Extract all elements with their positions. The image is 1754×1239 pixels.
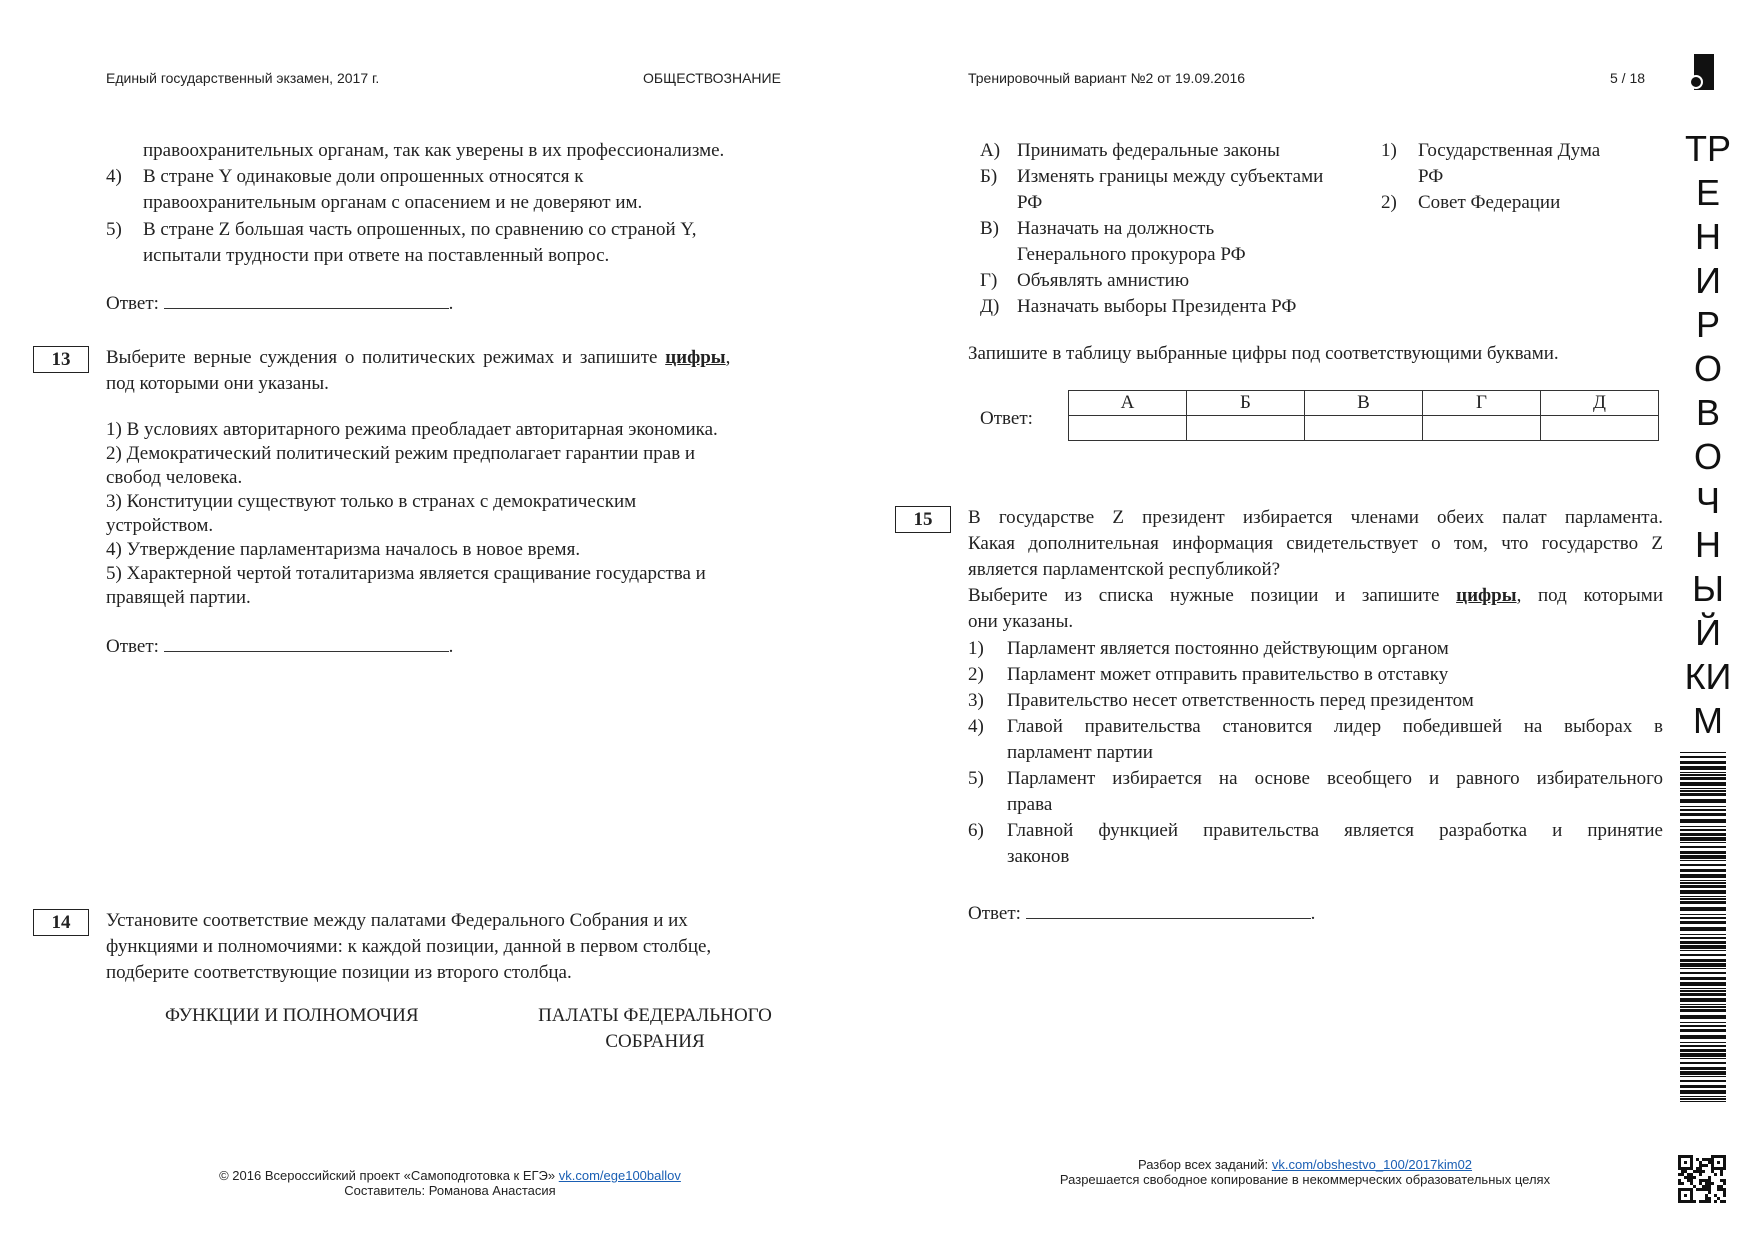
- answer-table-label: Ответ:: [980, 408, 1033, 429]
- vertical-letter: ТР: [1684, 128, 1731, 169]
- functions-list: А) Принимать федеральные законы Б) Изменять границы между субъектами РФ В) Назначать на должность Генерального прокурора РФ Г) Объявлять амнистию Д) Назначать выборы Президента РФ: [980, 140, 1324, 317]
- table-header: А: [1069, 391, 1187, 416]
- question-15-options: 1) Парламент является постоянно действующим органом 2) Парламент может отправить правительство в отставку 3) Правительство несет ответственность перед президентом 4) Главой правительства становится лидер победившей на выборах в парламент партии 5) Парламент избирается на основе всеобщего и равного избирательного права 6) Главной функцией правительства является разработка и принятие законов: [968, 638, 1663, 867]
- answer-cell-v[interactable]: [1305, 416, 1423, 441]
- vertical-letter: В: [1695, 392, 1720, 433]
- table-header: В: [1305, 391, 1423, 416]
- header-subject: ОБЩЕСТВОЗНАНИЕ: [643, 70, 781, 86]
- barcode-icon: [1680, 752, 1726, 1107]
- question-number-13: 13: [33, 346, 89, 373]
- table-header: Б: [1187, 391, 1305, 416]
- question-14-text: Установите соответствие между палатами Федерального Собрания и их функциями и полномочиями: к каждой позиции, данной в первом столбце, подберите соответствующие позиции из второго столбца.: [106, 910, 712, 983]
- answer-cell-a[interactable]: [1069, 416, 1187, 441]
- vertical-letter: КИ: [1684, 656, 1732, 697]
- vertical-letter: Ы: [1692, 568, 1724, 609]
- column-header-chambers: ПАЛАТЫ ФЕДЕРАЛЬНОГО СОБРАНИЯ: [538, 1005, 772, 1052]
- table-instruction: Запишите в таблицу выбранные цифры под соответствующими буквами.: [968, 343, 1559, 364]
- table-header: Г: [1423, 391, 1541, 416]
- question-number-15: 15: [895, 506, 951, 533]
- question-13-options: 1) В условиях авторитарного режима преобладает авторитарная экономика. 2) Демократический политический режим предполагает гарантии прав и свобод человека. 3) Конституции существуют только в странах с демократическим устройством. 4) Утверждение парламентаризма началось в новое время. 5) Характерной чертой тоталитаризма является сращивание государства и правящей партии.: [106, 419, 718, 608]
- header-page-number: 5 / 18: [1610, 70, 1646, 86]
- list-item: 5) В стране Z большая часть опрошенных, по сравнению со страной Y, испытали трудности при ответе на поставленный вопрос.: [106, 219, 697, 266]
- answer-cell-d[interactable]: [1541, 416, 1659, 441]
- column-header-functions: ФУНКЦИИ И ПОЛНОМОЧИЯ: [165, 1005, 419, 1026]
- table-header: Д: [1541, 391, 1659, 416]
- qr-code-icon: [1678, 1155, 1726, 1208]
- question-13-text: Выберите верные суждения о политических режимах и запишите цифры, под которыми они указаны.: [106, 347, 731, 394]
- vertical-letter: Н: [1695, 524, 1721, 565]
- answer-field-12[interactable]: Ответ: .: [106, 290, 453, 317]
- question-number-14: 14: [33, 909, 89, 936]
- footer-right-link[interactable]: vk.com/obshestvo_100/2017kim02: [1271, 1157, 1473, 1172]
- continued-line: правоохранительных органам, так как уверены в их профессионализме.: [143, 140, 725, 161]
- answer-field-15[interactable]: Ответ: .: [968, 900, 1315, 927]
- vertical-letter: Р: [1695, 304, 1720, 345]
- answer-cell-b[interactable]: [1187, 416, 1305, 441]
- vertical-letter: Н: [1695, 216, 1721, 257]
- footer-right: Разбор всех заданий: vk.com/obshestvo_100/2017kim02 Разрешается свободное копирование в некоммерческих образовательных целях: [1059, 1157, 1551, 1187]
- answer-cell-g[interactable]: [1423, 416, 1541, 441]
- vertical-letter: О: [1693, 348, 1722, 389]
- list-item: 4) В стране Y одинаковые доли опрошенных относятся к правоохранительным органам с опасением и не доверяют им.: [106, 166, 643, 213]
- vertical-letter: М: [1693, 700, 1723, 741]
- footer-left-link[interactable]: vk.com/ege100ballov: [558, 1168, 681, 1183]
- header-variant: Тренировочный вариант №2 от 19.09.2016: [968, 70, 1246, 86]
- answer-table-14: [1068, 390, 1659, 441]
- vertical-letter: О: [1693, 436, 1722, 477]
- vertical-letter: Е: [1695, 172, 1720, 213]
- vertical-letter: Й: [1695, 612, 1721, 653]
- footer-left: © 2016 Всероссийский проект «Самоподготовка к ЕГЭ» vk.com/ege100ballov Составитель: Романова Анастасия: [219, 1168, 681, 1198]
- answer-field-13[interactable]: Ответ: .: [106, 633, 453, 660]
- chambers-list: 1) Государственная Дума РФ 2) Совет Федерации: [1381, 140, 1601, 213]
- vertical-letter: Ч: [1696, 480, 1720, 521]
- question-15-text: В государстве Z президент избирается членами обеих палат парламента. Какая дополнительная информация свидетельствует о том, что государство Z является парламентской республикой? Выберите из списка нужные позиции и запишите цифры, под которыми они указаны.: [968, 507, 1663, 632]
- header-exam: Единый государственный экзамен, 2017 г.: [106, 70, 380, 86]
- corner-mark-icon: [1688, 54, 1716, 90]
- vertical-letter: И: [1695, 260, 1721, 301]
